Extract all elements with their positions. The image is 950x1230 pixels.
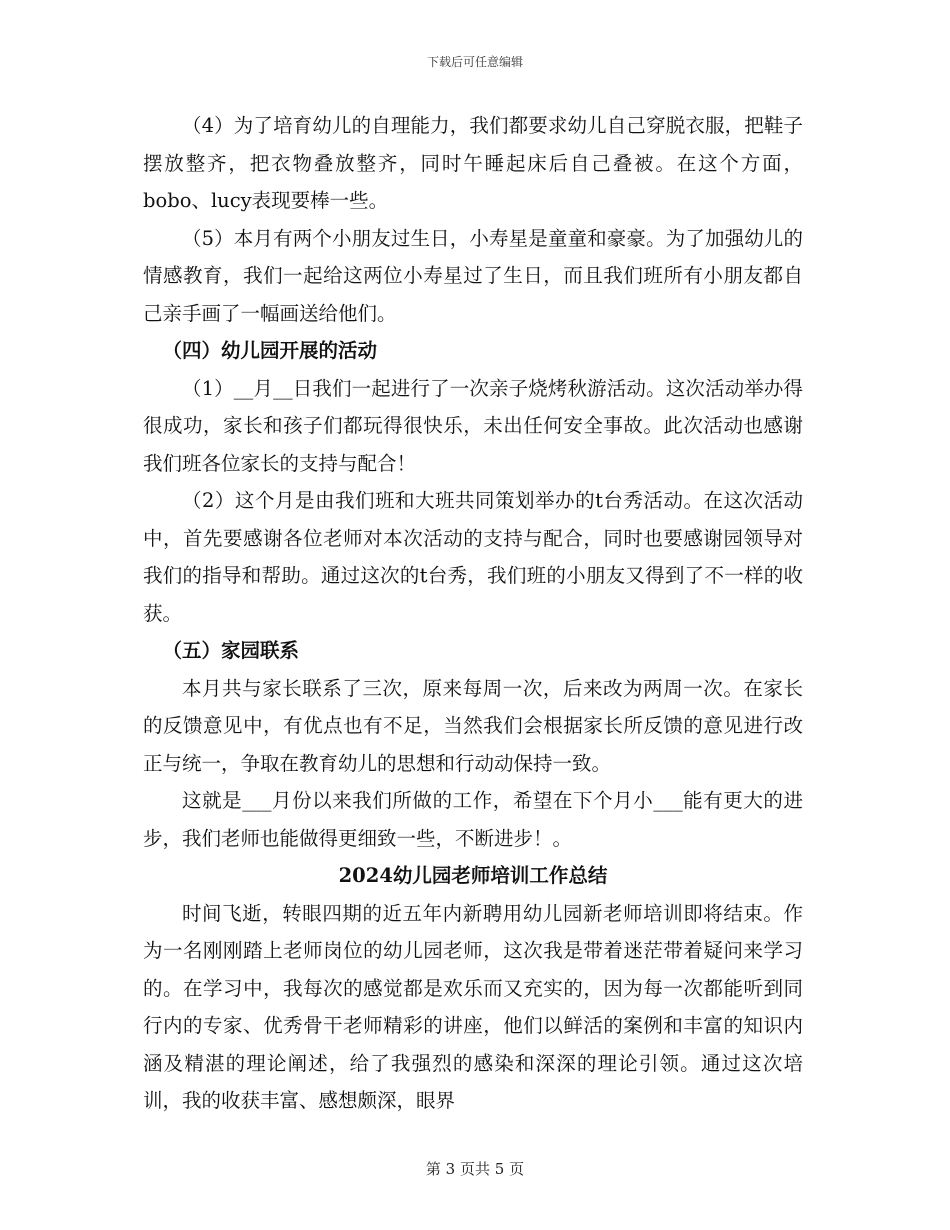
paragraph-closing: 这就是___月份以来我们所做的工作，希望在下个月小___能有更大的进步，我们老师也能做得更细致一些，不断进步！。 [143,789,803,850]
paragraph-self-care: （4）为了培育幼儿的自理能力，我们都要求幼儿自己穿脱衣服，把鞋子摆放整齐，把衣物叠放整齐，同时午睡起床后自己叠被。在这个方面，bobo、lucy表现要棒一些。 [143,114,803,212]
paragraph-parent-contact: 本月共与家长联系了三次，原来每周一次，后来改为两周一次。在家长的反馈意见中，有优点也有不足，当然我们会根据家长所反馈的意见进行改正与统一，争取在教育幼儿的思想和行动动保持一致。 [143,676,803,775]
paragraph-birthday: （5）本月有两个小朋友过生日，小寿星是童童和豪豪。为了加强幼儿的情感教育，我们一起给这两位小寿星过了生日，而且我们班所有小朋友都自己亲手画了一幅画送给他们。 [143,226,803,325]
document-title: 2024幼儿园老师培训工作总结 [338,864,608,887]
page-footer: 第 3 页共 5 页 [425,1160,525,1178]
document-body [143,107,803,1120]
page-header: 下载后可任意编辑 [426,55,523,69]
paragraph-t-show: （2）这个月是由我们班和大班共同策划举办的t台秀活动。在这次活动中，首先要感谢各位老师对本次活动的支持与配合，同时也要感谢园领导对我们的指导和帮助。通过这次的t台秀，我们班的小朋友又得到了不一样的收获。 [143,489,803,625]
section-heading-home-school: （五）家园联系 [162,639,300,662]
paragraph-training-intro: 时间飞逝，转眼四期的近五年内新聘用幼儿园新老师培训即将结束。作为一名刚刚踏上老师岗位的幼儿园老师，这次我是带着迷茫带着疑问来学习的。在学习中，我每次的感觉都是欢乐而又充实的，因为每一次都能听到同行内的专家、优秀骨干老师精彩的讲座，他们以鲜活的案例和丰富的知识内涵及精湛的理论阐述，给了我强烈的感染和深深的理论引领。通过这次培训，我的收获丰富、感想颇深，眼界 [143,901,803,1112]
section-heading-activities: （四）幼儿园开展的活动 [162,339,378,362]
paragraph-bbq-trip: （1）__月__日我们一起进行了一次亲子烧烤秋游活动。这次活动举办得很成功，家长和孩子们都玩得很快乐，未出任何安全事故。此次活动也感谢我们班各位家长的支持与配合！ [143,376,803,475]
